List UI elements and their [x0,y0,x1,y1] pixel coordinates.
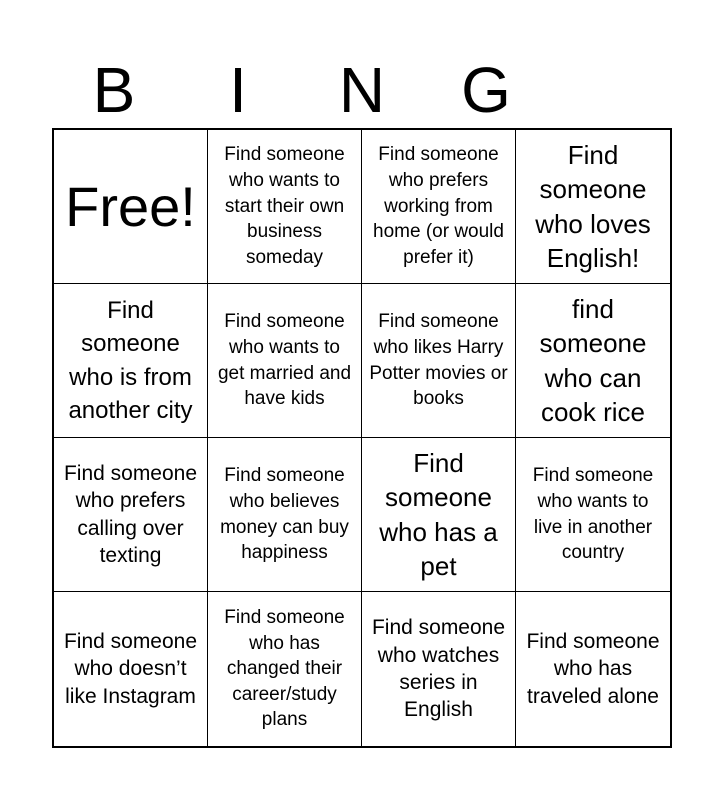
cell-text: Find someone who prefers working from home (or would prefer it) [373,144,504,268]
bingo-cell-r4c1[interactable] [54,592,208,746]
header-letter-i: I [229,54,247,126]
free-space-label: Free! [65,174,196,238]
cell-text: find someone who can cook rice [539,293,647,427]
bingo-cell-r4c2[interactable] [208,592,362,746]
bingo-cell-r1c1[interactable] [54,130,208,284]
bingo-cell-r3c1[interactable] [54,438,208,592]
bingo-cell-r1c3[interactable] [362,130,516,284]
cell-text: Find someone who has changed their career/study plans [224,606,345,731]
header-letter-n: N [338,54,386,126]
header-letter-g: G [461,54,511,126]
header-letter-b: B [92,54,136,126]
bingo-cell-r1c2[interactable] [208,130,362,284]
cell-text: Find someone who watches series in English [371,616,506,722]
bingo-cell-r2c2[interactable] [208,284,362,438]
bingo-cell-r3c2[interactable] [208,438,362,592]
cell-text: Find someone who is from another city [68,297,193,424]
cell-text: Find someone who believes money can buy happiness [220,465,349,564]
bingo-cell-r1c4[interactable] [516,130,670,284]
cell-text: Find someone who wants to get married and have kids [217,311,352,410]
cell-text: Find someone who has a pet [379,447,498,581]
cell-text: Find someone who wants to live in another country [532,465,654,564]
bingo-cell-r4c3[interactable] [362,592,516,746]
cell-text: Find someone who wants to start their own business someday [224,144,345,268]
bingo-cell-r2c1[interactable] [54,284,208,438]
bingo-header [52,52,672,128]
bingo-cell-r3c3[interactable] [362,438,516,592]
cell-text: Find someone who has traveled alone [526,630,660,708]
bingo-cell-r2c3[interactable] [362,284,516,438]
cell-text: Find someone who doesn’t like Instagram [63,630,198,708]
bingo-cell-r3c4[interactable] [516,438,670,592]
bingo-cell-r4c4[interactable] [516,592,670,746]
bingo-cell-r2c4[interactable] [516,284,670,438]
bingo-board [52,128,672,748]
cell-text: Find someone who likes Harry Potter movies or books [369,311,508,410]
cell-text: Find someone who prefers calling over texting [63,461,198,567]
cell-text: Find someone who loves English! [535,139,651,273]
